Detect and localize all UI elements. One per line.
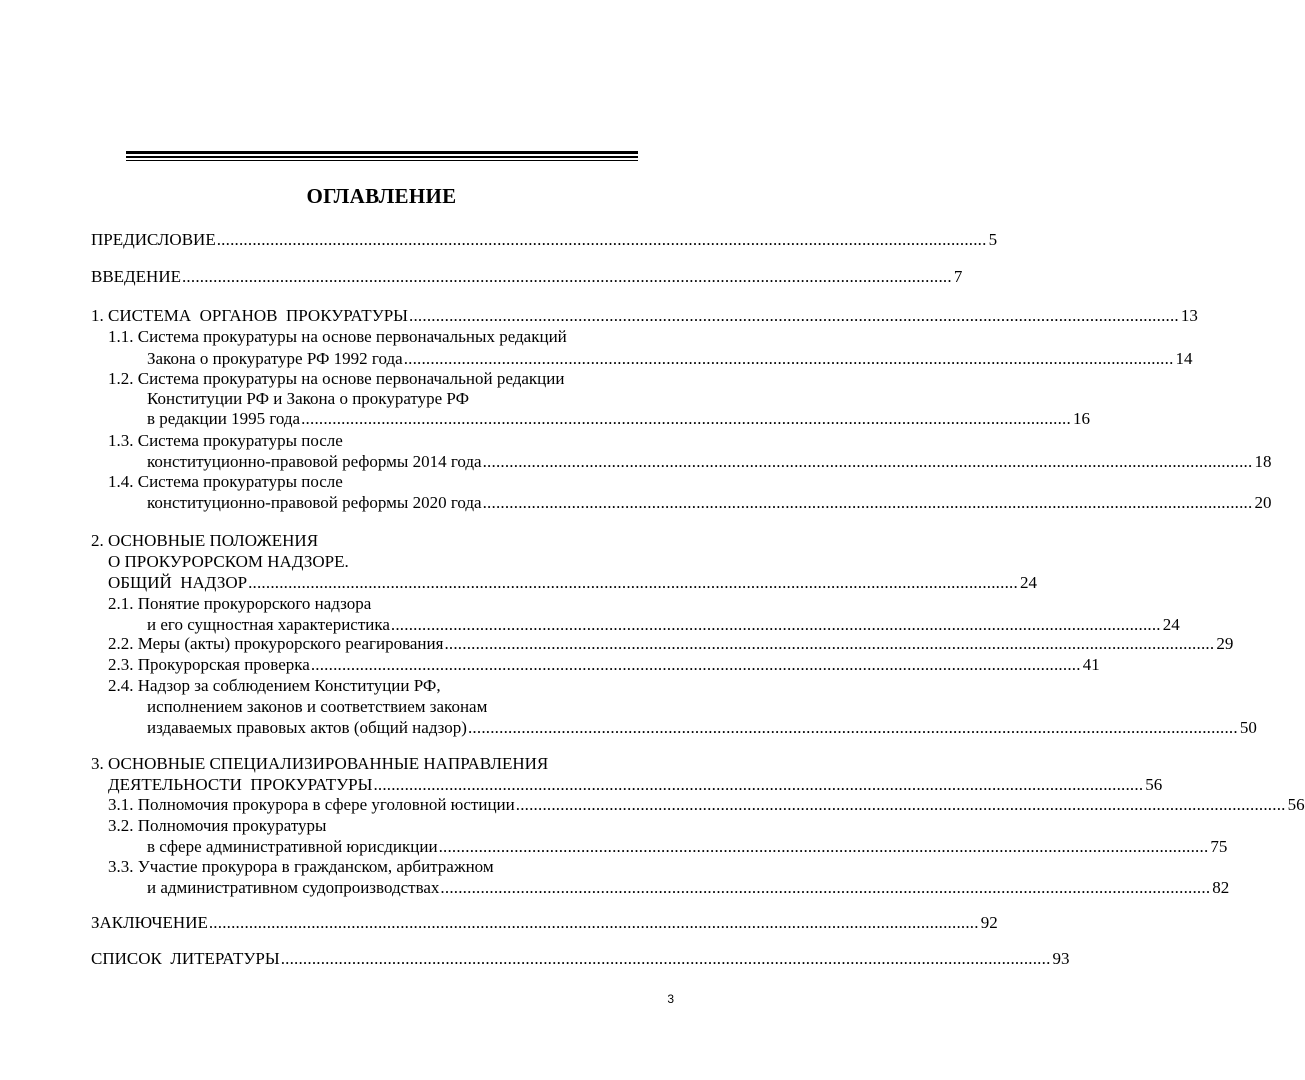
toc-page-number: 56 — [1145, 775, 1163, 794]
toc-leader-dots: ............................................................................................................................................................................. — [310, 655, 1081, 674]
toc-page-number: 5 — [988, 230, 998, 249]
toc-entry-text: Закона о прокуратуре РФ 1992 года — [147, 349, 403, 368]
toc-leader-dots: ............................................................................................................................................................................. — [482, 493, 1253, 512]
toc-entry-1-2-line2: Конституции РФ и Закона о прокуратуре РФ — [147, 389, 470, 408]
toc-entry-preface[interactable] — [91, 229, 998, 251]
toc-entry-2-4-line2: исполнением законов и соответствием законам — [147, 697, 488, 716]
toc-entry-section-3-line1: 3. ОСНОВНЫЕ СПЕЦИАЛИЗИРОВАННЫЕ НАПРАВЛЕНИЯ — [91, 754, 549, 773]
toc-leader-dots: ............................................................................................................................................................................. — [482, 452, 1253, 471]
toc-entry-1-1-line1: 1.1. Система прокуратуры на основе первоначальных редакций — [108, 327, 567, 346]
header-rule-thick — [126, 151, 638, 154]
toc-leader-dots: ............................................................................................................................................................................. — [301, 409, 1071, 428]
toc-entry-1-3-line1: 1.3. Система прокуратуры после — [108, 431, 343, 450]
toc-entry-1-3[interactable] — [147, 451, 1272, 473]
toc-entry-section-2-line2: О ПРОКУРОРСКОМ НАДЗОРЕ. — [108, 552, 349, 571]
toc-entry-bibliography[interactable] — [91, 948, 1070, 970]
toc-page-number: 16 — [1072, 409, 1090, 428]
toc-entry-text: в сфере административной юрисдикции — [147, 837, 438, 856]
toc-page-number: 13 — [1180, 306, 1198, 325]
toc-leader-dots: ............................................................................................................................................................................. — [409, 306, 1179, 325]
toc-entry-text: конституционно-правовой реформы 2014 года — [147, 452, 482, 471]
toc-entry-section-2-line1: 2. ОСНОВНЫЕ ПОЛОЖЕНИЯ — [91, 531, 319, 550]
toc-leader-dots: ............................................................................................................................................................................. — [444, 634, 1215, 653]
toc-leader-dots: ............................................................................................................................................................................. — [440, 878, 1211, 897]
page-number: 3 — [667, 992, 674, 1006]
toc-leader-dots: ............................................................................................................................................................................. — [438, 837, 1209, 856]
toc-entry-section-1[interactable] — [91, 305, 1198, 327]
toc-leader-dots: ............................................................................................................................................................................. — [216, 230, 987, 249]
toc-entry-section-2[interactable] — [108, 572, 1037, 594]
toc-entry-text: ПРЕДИСЛОВИЕ — [91, 230, 216, 249]
toc-entry-text: 1. СИСТЕМА ОРГАНОВ ПРОКУРАТУРЫ — [91, 306, 409, 325]
toc-entry-text: и административном судопроизводствах — [147, 878, 440, 897]
toc-entry-2-4-line1: 2.4. Надзор за соблюдением Конституции РФ, — [108, 676, 441, 695]
toc-entry-1-4[interactable] — [147, 492, 1272, 514]
toc-page-number: 14 — [1175, 349, 1193, 368]
toc-entry-text: ОБЩИЙ НАДЗОР — [108, 573, 248, 592]
toc-page-number: 18 — [1254, 452, 1272, 471]
toc-leader-dots: ............................................................................................................................................................................. — [208, 913, 979, 932]
toc-entry-1-2-line1: 1.2. Система прокуратуры на основе первоначальной редакции — [108, 369, 565, 388]
header-rule-medium — [126, 156, 638, 158]
toc-entry-2-3[interactable] — [108, 654, 1100, 676]
toc-entry-text: 2.2. Меры (акты) прокурорского реагирования — [108, 634, 444, 653]
toc-page-number: 56 — [1287, 795, 1305, 814]
toc-entry-1-4-line1: 1.4. Система прокуратуры после — [108, 472, 343, 491]
toc-leader-dots: ............................................................................................................................................................................. — [248, 573, 1018, 592]
toc-entry-3-3-line1: 3.3. Участие прокурора в гражданском, арбитражном — [108, 857, 494, 876]
toc-leader-dots: ............................................................................................................................................................................. — [280, 949, 1051, 968]
toc-entry-3-1[interactable] — [108, 794, 1305, 816]
toc-entry-section-3[interactable] — [108, 774, 1163, 796]
toc-leader-dots: ............................................................................................................................................................................. — [403, 349, 1174, 368]
toc-entry-3-3[interactable] — [147, 877, 1230, 899]
toc-page-number: 29 — [1216, 634, 1234, 653]
toc-entry-2-1-line1: 2.1. Понятие прокурорского надзора — [108, 594, 372, 613]
toc-entry-text: ВВЕДЕНИЕ — [91, 267, 181, 286]
toc-entry-text: и его сущностная характеристика — [147, 615, 390, 634]
toc-entry-text: ДЕЯТЕЛЬНОСТИ ПРОКУРАТУРЫ — [108, 775, 373, 794]
toc-entry-text: 3.1. Полномочия прокурора в сфере уголовной юстиции — [108, 795, 515, 814]
header-rule-thin — [126, 160, 638, 161]
toc-page-number: 24 — [1162, 615, 1180, 634]
toc-entry-text: конституционно-правовой реформы 2020 года — [147, 493, 482, 512]
toc-page-number: 20 — [1254, 493, 1272, 512]
toc-entry-text: в редакции 1995 года — [147, 409, 301, 428]
toc-page-number: 82 — [1212, 878, 1230, 897]
toc-entry-2-4[interactable] — [147, 717, 1257, 739]
toc-entry-text: СПИСОК ЛИТЕРАТУРЫ — [91, 949, 280, 968]
toc-entry-conclusion[interactable] — [91, 912, 998, 934]
toc-entry-2-2[interactable] — [108, 633, 1234, 655]
toc-entry-text: 2.3. Прокурорская проверка — [108, 655, 310, 674]
toc-page-number: 7 — [953, 267, 963, 286]
page-title: ОГЛАВЛЕНИЕ — [306, 184, 457, 208]
toc-leader-dots: ............................................................................................................................................................................. — [373, 775, 1144, 794]
toc-leader-dots: ............................................................................................................................................................................. — [467, 718, 1238, 737]
toc-entry-1-1[interactable] — [147, 348, 1193, 370]
toc-page-number: 93 — [1052, 949, 1070, 968]
toc-leader-dots: ............................................................................................................................................................................. — [515, 795, 1286, 814]
toc-page-number: 75 — [1210, 837, 1228, 856]
toc-entry-3-2[interactable] — [147, 836, 1228, 858]
toc-entry-text: издаваемых правовых актов (общий надзор) — [147, 718, 467, 737]
toc-page-number: 24 — [1019, 573, 1037, 592]
toc-leader-dots: ............................................................................................................................................................................. — [390, 615, 1161, 634]
toc-entry-1-2[interactable] — [147, 408, 1090, 430]
toc-entry-introduction[interactable] — [91, 266, 963, 288]
toc-page-number: 41 — [1082, 655, 1100, 674]
toc-page-number: 92 — [980, 913, 998, 932]
toc-leader-dots: ............................................................................................................................................................................. — [181, 267, 952, 286]
toc-entry-3-2-line1: 3.2. Полномочия прокуратуры — [108, 816, 327, 835]
toc-entry-text: ЗАКЛЮЧЕНИЕ — [91, 913, 208, 932]
toc-page-number: 50 — [1239, 718, 1257, 737]
